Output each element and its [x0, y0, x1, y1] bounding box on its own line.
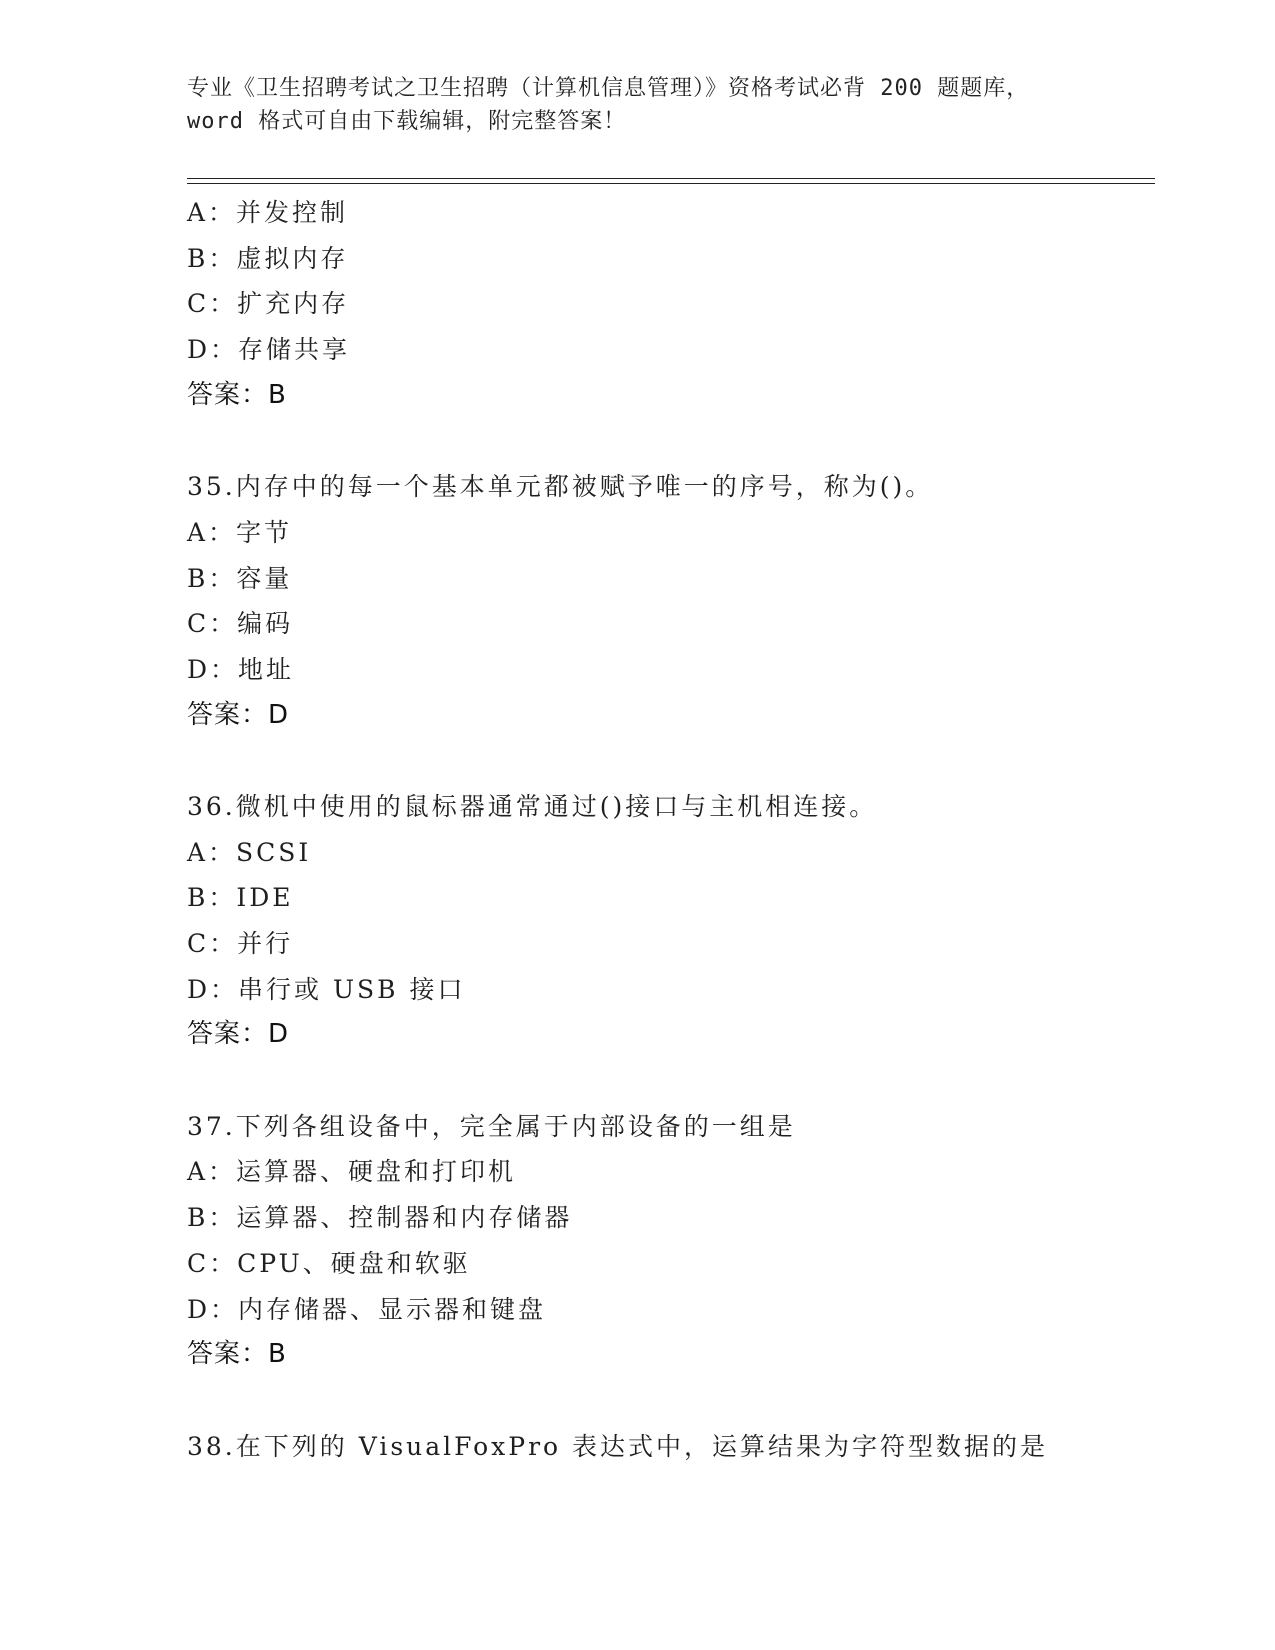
option-d: D：存储共享 [187, 335, 351, 365]
answer-line: 答案：D [187, 1019, 290, 1050]
question-text: 35.内存中的每一个基本单元都被赋予唯一的序号，称为()。 [187, 472, 934, 502]
question-block-34 [187, 190, 1155, 418]
spacer [187, 418, 1155, 464]
question-text: 37.下列各组设备中，完全属于内部设备的一组是 [187, 1111, 796, 1141]
question-list [187, 190, 1155, 1469]
option-a: A：运算器、硬盘和打印机 [187, 1157, 517, 1187]
question-block-38 [187, 1424, 1155, 1470]
option-a: A：字节 [187, 517, 293, 547]
question-block-36 [187, 784, 1155, 1058]
document-header [187, 72, 1087, 138]
question-block-35 [187, 464, 1155, 738]
option-d: D：内存储器、显示器和键盘 [187, 1294, 547, 1324]
option-b: B：运算器、控制器和内存储器 [187, 1203, 573, 1233]
answer-line: 答案：B [187, 379, 287, 410]
option-b: B：虚拟内存 [187, 243, 349, 273]
option-d: D：串行或 USB 接口 [187, 974, 466, 1004]
answer-line: 答案：D [187, 699, 290, 730]
option-c: C：CPU、硬盘和软驱 [187, 1248, 471, 1278]
option-b: B：IDE [187, 883, 294, 913]
question-text: 36.微机中使用的鼠标器通常通过()接口与主机相连接。 [187, 791, 878, 821]
option-c: C：扩充内存 [187, 289, 350, 319]
header-line-2: word 格式可自由下载编辑，附完整答案！ [187, 109, 627, 134]
header-divider-bottom [187, 183, 1155, 184]
option-b: B：容量 [187, 563, 293, 593]
spacer [187, 1058, 1155, 1104]
option-a: A：SCSI [187, 837, 312, 867]
option-a: A：并发控制 [187, 198, 349, 227]
answer-line: 答案：B [187, 1339, 287, 1370]
spacer [187, 738, 1155, 784]
question-block-37 [187, 1104, 1155, 1378]
header-line-1: 专业《卫生招聘考试之卫生招聘（计算机信息管理）》资格考试必背 200 题题库， [187, 76, 1030, 101]
spacer [187, 1378, 1155, 1424]
option-c: C：编码 [187, 609, 294, 639]
question-text: 38.在下列的 VisualFoxPro 表达式中，运算结果为字符型数据的是 [187, 1431, 1049, 1461]
option-d: D：地址 [187, 654, 295, 684]
header-divider-top [187, 178, 1155, 179]
option-c: C：并行 [187, 929, 294, 958]
